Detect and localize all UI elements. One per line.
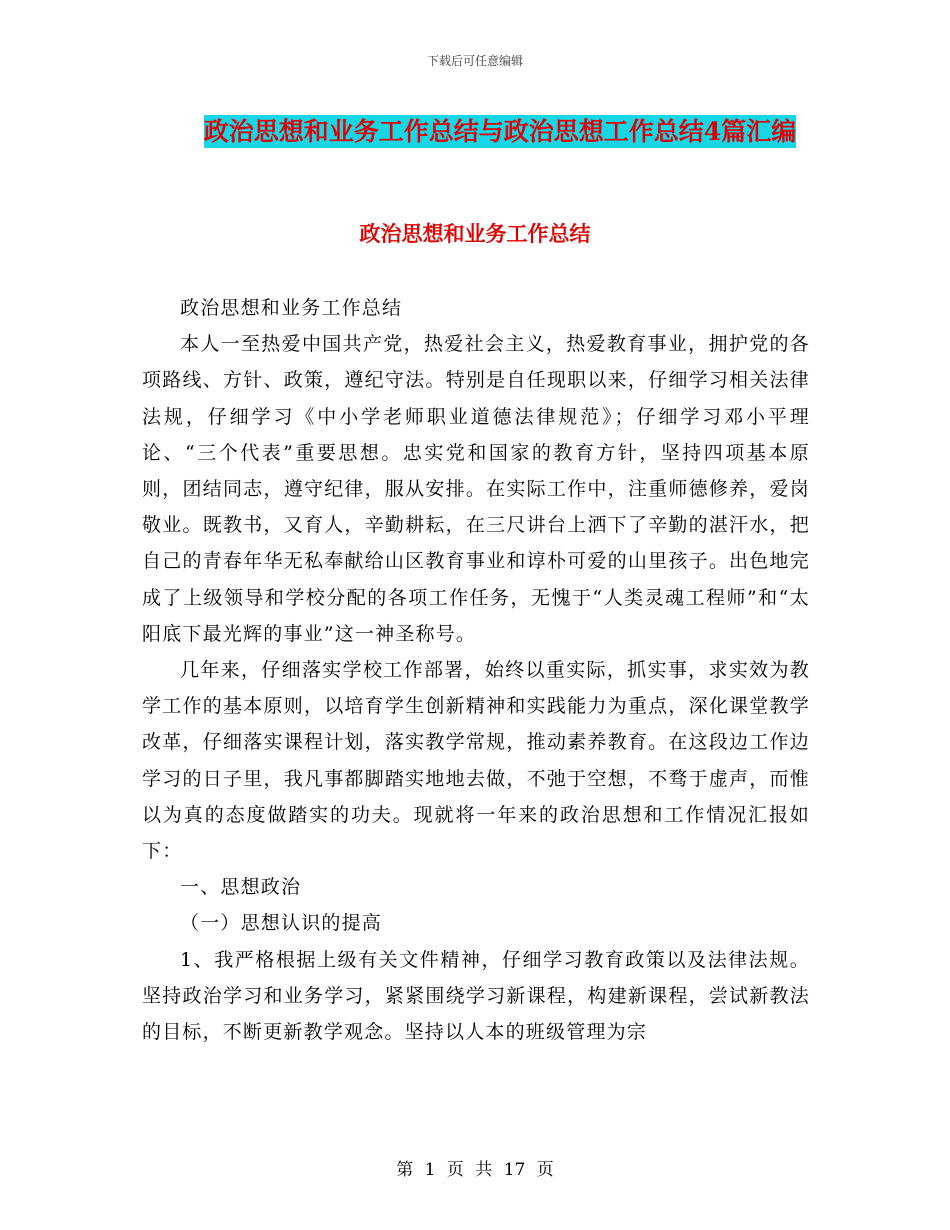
document-body [142, 290, 810, 1050]
document-title [190, 108, 810, 156]
section-title: 政治思想和业务工作总结 [359, 221, 591, 246]
document-title-text: 政治思想和业务工作总结与政治思想工作总结4篇汇编 [203, 117, 797, 146]
paragraph: 本人一至热爱中国共产党，热爱社会主义，热爱教育事业，拥护党的各项路线、方针、政策，遵纪守法。特别是自任现职以来，仔细学习相关法律法规，仔细学习《中小学老师职业道德法律规范》；仔细学习邓小平理论、“三个代表”重要思想。忠实党和国家的教育方针，坚持四项基本原则，团结同志，遵守纪律，服从安排。在实际工作中，注重师德修养，爱岗敬业。既教书，又育人，辛勤耕耘，在三尺讲台上洒下了辛勤的湛汗水，把自己的青春年华无私奉献给山区教育事业和谆朴可爱的山里孩子。出色地完成了上级领导和学校分配的各项工作任务，无愧于“人类灵魂工程师”和“太阳底下最光辉的事业”这一神圣称号。 [142, 333, 810, 645]
paragraph: 政治思想和业务工作总结 [180, 297, 403, 319]
paragraph: 几年来，仔细落实学校工作部署，始终以重实际，抓实事，求实效为教学工作的基本原则，以培育学生创新精神和实践能力为重点，深化课堂教学改革，仔细落实课程计划，落实教学常规，推动素养教育。在这段边工作边学习的日子里，我凡事都脚踏实地地去做，不弛于空想，不骛于虚声，而惟以为真的态度做踏实的功夫。现就将一年来的政治思想和工作情况汇报如下： [142, 659, 810, 863]
page-footer: 第 1 页 共 17 页 [396, 1160, 554, 1180]
paragraph: 1、我严格根据上级有关文件精神，仔细学习教育政策以及法律法规。坚持政治学习和业务学习，紧紧围绕学习新课程，构建新课程，尝试新教法的目标，不断更新教学观念。坚持以人本的班级管理为宗 [142, 948, 810, 1044]
header-note: 下载后可任意编辑 [426, 54, 523, 68]
paragraph: 一、思想政治 [180, 876, 302, 899]
paragraph: （一）思想认识的提高 [180, 912, 383, 935]
